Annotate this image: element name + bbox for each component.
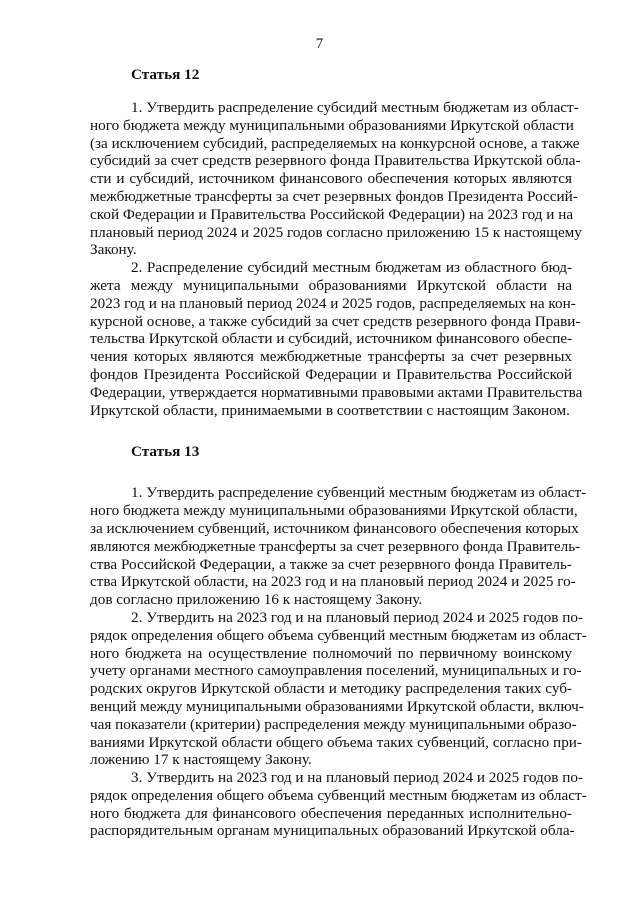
text-line: ного бюджета для финансового обеспечения переданных исполнительно- — [90, 804, 572, 822]
text-line: 2. Утвердить на 2023 год и на плановый период 2024 и 2025 годов по- — [131, 608, 584, 626]
text-line: рядок определения общего объема субвенций местным бюджетам из област- — [90, 626, 587, 644]
text-line: Иркутской области, принимаемыми в соответствии с настоящим Законом. — [90, 401, 570, 419]
article-13-paragraph-2 — [90, 608, 587, 769]
text-line: 1. Утвердить распределение субсидий местным бюджетам из област- — [131, 99, 579, 116]
page-number: 7 — [315, 36, 324, 52]
text-line: ваниями Иркутской области общего объема таких субвенций, согласно при- — [90, 733, 582, 751]
text-line: 2023 год и на плановый период 2024 и 2025 годов, распределяемых на кон- — [90, 294, 576, 312]
document-body — [90, 66, 587, 840]
text-line: ской Федерации и Правительства Российской Федерации) на 2023 год и на — [90, 205, 574, 223]
text-line: чая показатели (критерии) распределения между муниципальными образо- — [90, 715, 577, 733]
article-13-paragraph-3 — [90, 769, 587, 840]
article-12 — [90, 66, 583, 419]
text-line: ства Иркутской области, на 2023 год и на плановый период 2024 и 2025 го- — [90, 573, 576, 591]
article-12-paragraph-2 — [90, 259, 583, 419]
text-line: дов согласно приложению 16 к настоящему Закону. — [90, 591, 423, 609]
article-heading: Статья 12 — [131, 66, 200, 83]
text-line: сти и субсидий, источником финансового обеспечения которых являются — [90, 170, 572, 188]
text-line: жета между муниципальными образованиями Иркутской области на — [90, 276, 572, 294]
text-line: курсной основе, а также субсидий за счет средств резервного фонда Прави- — [90, 312, 581, 330]
text-line: Федерации, утверждается нормативными правовыми актами Правительства — [90, 383, 583, 401]
text-line: 1. Утвердить распределение субвенций местным бюджетам из област- — [131, 484, 587, 502]
text-line: распорядительным органам муниципальных образований Иркутской обла- — [90, 822, 575, 840]
article-13-paragraph-1 — [90, 484, 587, 609]
text-line: 2. Распределение субсидий местным бюджетам из областного бюд- — [131, 259, 572, 277]
text-line: ства Российской Федерации, а также за счет резервного фонда Правитель- — [90, 555, 572, 573]
text-line: плановый период 2024 и 2025 годов согласно приложению 15 к настоящему — [90, 223, 582, 241]
text-line: учету органами местного самоуправления поселений, муниципальных и го- — [90, 662, 582, 680]
article-13 — [90, 443, 587, 840]
text-line: (за исключением субсидий, распределяемых на конкурсной основе, а также — [90, 134, 580, 152]
text-line: ложению 17 к настоящему Закону. — [90, 751, 312, 769]
text-line: 3. Утвердить на 2023 год и на плановый период 2024 и 2025 годов по- — [131, 769, 584, 787]
text-line: чения которых являются межбюджетные трансферты за счет резервных — [90, 348, 572, 366]
text-line: являются межбюджетные трансферты за счет резервного фонда Правитель- — [90, 537, 581, 555]
text-line: ного бюджета между муниципальными образованиями Иркутской области — [90, 116, 574, 134]
text-line: ного бюджета между муниципальными образованиями Иркутской области, — [90, 502, 578, 520]
text-line: рядок определения общего объема субвенций местным бюджетам из област- — [90, 786, 587, 804]
text-line: ного бюджета на осуществление полномочий по первичному воинскому — [90, 644, 572, 662]
text-line: Закону. — [90, 241, 137, 259]
article-12-paragraph-1 — [90, 99, 582, 259]
text-line: венций между муниципальными образованиями Иркутской области, включ- — [90, 697, 584, 715]
text-line: субсидий за счет средств резервного фонда Правительства Иркутской обла- — [90, 152, 581, 170]
text-line: родских округов Иркутской области и методику распределения таких суб- — [90, 680, 572, 698]
text-line: межбюджетные трансферты за счет резервных фондов Президента Россий- — [90, 187, 578, 205]
text-line: фондов Президента Российской Федерации и Правительства Российской — [90, 365, 572, 383]
text-line: тельства Иркутской области и субсидий, источником финансового обеспе- — [90, 330, 573, 348]
article-heading: Статья 13 — [131, 443, 200, 461]
text-line: за исключением субвенций, источником финансового обеспечения которых — [90, 519, 579, 537]
